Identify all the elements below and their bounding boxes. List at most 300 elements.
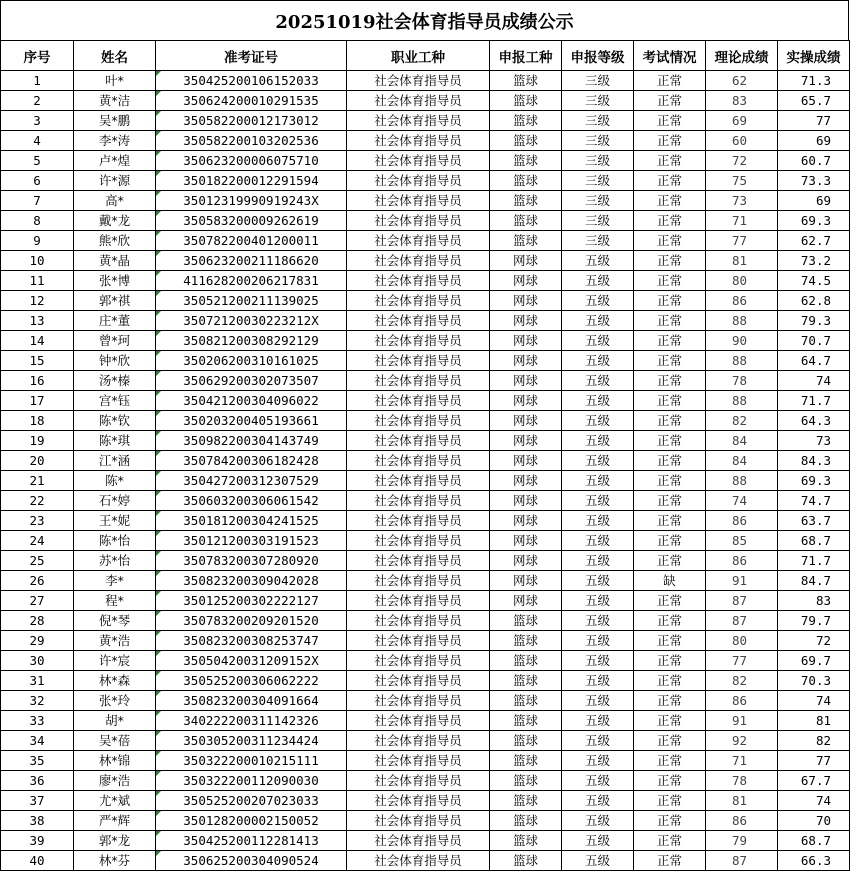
cell-job: 社会体育指导员 (347, 211, 490, 231)
cell-status: 正常 (634, 611, 706, 631)
cell-practice: 73 (778, 431, 850, 451)
cell-name: 宫*钰 (74, 391, 156, 411)
cell-status: 正常 (634, 151, 706, 171)
cell-status: 正常 (634, 291, 706, 311)
cell-practice: 63.7 (778, 511, 850, 531)
cell-name: 张*玲 (74, 691, 156, 711)
cell-status: 正常 (634, 511, 706, 531)
cell-job: 社会体育指导员 (347, 811, 490, 831)
cell-apply-type: 篮球 (490, 751, 562, 771)
cell-index: 10 (1, 251, 74, 271)
cell-id: 350206200310161025 (156, 351, 347, 371)
cell-status: 缺 (634, 571, 706, 591)
cell-status: 正常 (634, 71, 706, 91)
cell-name: 江*涵 (74, 451, 156, 471)
table-row (1, 651, 850, 671)
table-row (1, 371, 850, 391)
cell-level: 五级 (562, 511, 634, 531)
cell-level: 五级 (562, 571, 634, 591)
cell-practice: 71.7 (778, 391, 850, 411)
cell-theory: 88 (706, 311, 778, 331)
cell-level: 五级 (562, 611, 634, 631)
cell-status: 正常 (634, 231, 706, 251)
cell-status: 正常 (634, 811, 706, 831)
cell-theory: 82 (706, 671, 778, 691)
cell-name: 苏*怡 (74, 551, 156, 571)
cell-apply-type: 网球 (490, 251, 562, 271)
cell-id: 35072120030223212X (156, 311, 347, 331)
cell-apply-type: 篮球 (490, 671, 562, 691)
cell-status: 正常 (634, 551, 706, 571)
cell-theory: 84 (706, 451, 778, 471)
cell-apply-type: 网球 (490, 431, 562, 451)
cell-practice: 70.3 (778, 671, 850, 691)
table-row (1, 271, 850, 291)
cell-job: 社会体育指导员 (347, 351, 490, 371)
cell-status: 正常 (634, 671, 706, 691)
cell-job: 社会体育指导员 (347, 371, 490, 391)
cell-apply-type: 网球 (490, 571, 562, 591)
cell-status: 正常 (634, 191, 706, 211)
cell-theory: 88 (706, 351, 778, 371)
cell-apply-type: 篮球 (490, 611, 562, 631)
cell-index: 31 (1, 671, 74, 691)
cell-id: 350782200401200011 (156, 231, 347, 251)
cell-index: 12 (1, 291, 74, 311)
cell-index: 16 (1, 371, 74, 391)
cell-practice: 67.7 (778, 771, 850, 791)
table-row (1, 391, 850, 411)
cell-apply-type: 网球 (490, 351, 562, 371)
cell-id: 350823200309042028 (156, 571, 347, 591)
cell-name: 倪*琴 (74, 611, 156, 631)
cell-index: 28 (1, 611, 74, 631)
cell-level: 五级 (562, 351, 634, 371)
cell-name: 郭*龙 (74, 831, 156, 851)
header-theory: 理论成绩 (706, 41, 778, 71)
cell-name: 石*婷 (74, 491, 156, 511)
cell-theory: 91 (706, 571, 778, 591)
cell-theory: 71 (706, 751, 778, 771)
cell-status: 正常 (634, 491, 706, 511)
cell-practice: 60.7 (778, 151, 850, 171)
cell-level: 五级 (562, 591, 634, 611)
cell-apply-type: 网球 (490, 551, 562, 571)
cell-job: 社会体育指导员 (347, 191, 490, 211)
cell-level: 三级 (562, 151, 634, 171)
cell-index: 4 (1, 131, 74, 151)
cell-job: 社会体育指导员 (347, 851, 490, 871)
cell-status: 正常 (634, 711, 706, 731)
cell-level: 五级 (562, 411, 634, 431)
cell-level: 五级 (562, 771, 634, 791)
cell-apply-type: 网球 (490, 371, 562, 391)
cell-apply-type: 篮球 (490, 231, 562, 251)
cell-index: 7 (1, 191, 74, 211)
cell-practice: 69.3 (778, 471, 850, 491)
cell-practice: 64.3 (778, 411, 850, 431)
cell-index: 26 (1, 571, 74, 591)
cell-status: 正常 (634, 651, 706, 671)
cell-name: 郭*祺 (74, 291, 156, 311)
cell-practice: 68.7 (778, 531, 850, 551)
cell-theory: 88 (706, 471, 778, 491)
cell-job: 社会体育指导员 (347, 611, 490, 631)
table-row (1, 631, 850, 651)
cell-theory: 75 (706, 171, 778, 191)
cell-status: 正常 (634, 351, 706, 371)
table-row (1, 811, 850, 831)
cell-job: 社会体育指导员 (347, 531, 490, 551)
cell-job: 社会体育指导员 (347, 431, 490, 451)
cell-apply-type: 篮球 (490, 111, 562, 131)
cell-id: 350425200106152033 (156, 71, 347, 91)
cell-apply-type: 网球 (490, 311, 562, 331)
cell-practice: 79.3 (778, 311, 850, 331)
cell-job: 社会体育指导员 (347, 331, 490, 351)
cell-apply-type: 篮球 (490, 171, 562, 191)
cell-apply-type: 篮球 (490, 811, 562, 831)
table-row (1, 451, 850, 471)
cell-theory: 86 (706, 291, 778, 311)
header-practice: 实操成绩 (778, 41, 850, 71)
cell-theory: 92 (706, 731, 778, 751)
cell-id: 350629200302073507 (156, 371, 347, 391)
cell-name: 钟*欣 (74, 351, 156, 371)
cell-level: 五级 (562, 311, 634, 331)
cell-theory: 86 (706, 691, 778, 711)
page-title: 20251019社会体育指导员成绩公示 (0, 0, 849, 40)
cell-practice: 71.3 (778, 71, 850, 91)
cell-index: 24 (1, 531, 74, 551)
cell-name: 高* (74, 191, 156, 211)
cell-theory: 82 (706, 411, 778, 431)
cell-job: 社会体育指导员 (347, 491, 490, 511)
cell-id: 350305200311234424 (156, 731, 347, 751)
cell-practice: 73.2 (778, 251, 850, 271)
cell-practice: 84.7 (778, 571, 850, 591)
cell-job: 社会体育指导员 (347, 711, 490, 731)
cell-index: 13 (1, 311, 74, 331)
cell-theory: 79 (706, 831, 778, 851)
cell-level: 五级 (562, 271, 634, 291)
cell-theory: 88 (706, 391, 778, 411)
cell-index: 21 (1, 471, 74, 491)
table-row (1, 211, 850, 231)
cell-practice: 64.7 (778, 351, 850, 371)
header-job: 职业工种 (347, 41, 490, 71)
cell-apply-type: 篮球 (490, 211, 562, 231)
cell-name: 张*博 (74, 271, 156, 291)
cell-level: 三级 (562, 111, 634, 131)
cell-status: 正常 (634, 211, 706, 231)
cell-theory: 74 (706, 491, 778, 511)
cell-status: 正常 (634, 751, 706, 771)
cell-job: 社会体育指导员 (347, 111, 490, 131)
cell-id: 35012319990919243X (156, 191, 347, 211)
cell-name: 林*森 (74, 671, 156, 691)
cell-name: 陈* (74, 471, 156, 491)
cell-level: 三级 (562, 231, 634, 251)
header-row (1, 41, 850, 71)
cell-job: 社会体育指导员 (347, 631, 490, 651)
table-row (1, 751, 850, 771)
table-row (1, 511, 850, 531)
cell-practice: 70 (778, 811, 850, 831)
cell-id: 350322200010215111 (156, 751, 347, 771)
table-row (1, 591, 850, 611)
cell-job: 社会体育指导员 (347, 731, 490, 751)
cell-level: 五级 (562, 491, 634, 511)
cell-job: 社会体育指导员 (347, 391, 490, 411)
table-row (1, 711, 850, 731)
cell-name: 陈*琪 (74, 431, 156, 451)
cell-id: 350623200211186620 (156, 251, 347, 271)
cell-status: 正常 (634, 451, 706, 471)
cell-id: 350783200209201520 (156, 611, 347, 631)
table-row (1, 831, 850, 851)
cell-practice: 81 (778, 711, 850, 731)
cell-status: 正常 (634, 371, 706, 391)
cell-job: 社会体育指导员 (347, 551, 490, 571)
cell-apply-type: 篮球 (490, 851, 562, 871)
cell-theory: 69 (706, 111, 778, 131)
cell-practice: 68.7 (778, 831, 850, 851)
cell-level: 五级 (562, 551, 634, 571)
cell-practice: 62.7 (778, 231, 850, 251)
cell-index: 35 (1, 751, 74, 771)
header-level: 申报等级 (562, 41, 634, 71)
cell-practice: 84.3 (778, 451, 850, 471)
cell-name: 吴*蓓 (74, 731, 156, 751)
cell-status: 正常 (634, 171, 706, 191)
cell-apply-type: 篮球 (490, 131, 562, 151)
cell-theory: 71 (706, 211, 778, 231)
cell-name: 李* (74, 571, 156, 591)
cell-practice: 66.3 (778, 851, 850, 871)
table-row (1, 171, 850, 191)
cell-index: 8 (1, 211, 74, 231)
cell-name: 吴*鹏 (74, 111, 156, 131)
cell-index: 36 (1, 771, 74, 791)
cell-index: 18 (1, 411, 74, 431)
cell-level: 五级 (562, 851, 634, 871)
cell-id: 350521200211139025 (156, 291, 347, 311)
cell-name: 陈*怡 (74, 531, 156, 551)
cell-level: 三级 (562, 131, 634, 151)
cell-theory: 60 (706, 131, 778, 151)
score-table (0, 40, 850, 871)
cell-status: 正常 (634, 271, 706, 291)
cell-id: 350624200010291535 (156, 91, 347, 111)
cell-apply-type: 篮球 (490, 831, 562, 851)
cell-practice: 77 (778, 751, 850, 771)
cell-practice: 71.7 (778, 551, 850, 571)
cell-level: 五级 (562, 711, 634, 731)
cell-name: 庄*董 (74, 311, 156, 331)
cell-status: 正常 (634, 631, 706, 651)
cell-practice: 74.7 (778, 491, 850, 511)
cell-index: 6 (1, 171, 74, 191)
cell-level: 五级 (562, 391, 634, 411)
cell-name: 李*涛 (74, 131, 156, 151)
header-id: 准考证号 (156, 41, 347, 71)
cell-status: 正常 (634, 691, 706, 711)
cell-job: 社会体育指导员 (347, 171, 490, 191)
cell-job: 社会体育指导员 (347, 691, 490, 711)
cell-index: 5 (1, 151, 74, 171)
cell-job: 社会体育指导员 (347, 251, 490, 271)
cell-theory: 77 (706, 651, 778, 671)
cell-apply-type: 篮球 (490, 91, 562, 111)
cell-apply-type: 网球 (490, 511, 562, 531)
cell-level: 五级 (562, 791, 634, 811)
cell-status: 正常 (634, 771, 706, 791)
cell-id: 350582200012173012 (156, 111, 347, 131)
cell-level: 五级 (562, 471, 634, 491)
header-name: 姓名 (74, 41, 156, 71)
cell-theory: 80 (706, 271, 778, 291)
cell-level: 五级 (562, 291, 634, 311)
cell-level: 五级 (562, 651, 634, 671)
header-status: 考试情况 (634, 41, 706, 71)
cell-theory: 78 (706, 371, 778, 391)
cell-apply-type: 篮球 (490, 691, 562, 711)
cell-level: 五级 (562, 251, 634, 271)
cell-id: 350425200112281413 (156, 831, 347, 851)
cell-status: 正常 (634, 791, 706, 811)
cell-apply-type: 网球 (490, 291, 562, 311)
cell-theory: 83 (706, 91, 778, 111)
cell-id: 350182200012291594 (156, 171, 347, 191)
cell-job: 社会体育指导员 (347, 671, 490, 691)
table-row (1, 571, 850, 591)
table-row (1, 611, 850, 631)
cell-theory: 73 (706, 191, 778, 211)
cell-theory: 87 (706, 851, 778, 871)
cell-job: 社会体育指导员 (347, 751, 490, 771)
cell-level: 五级 (562, 451, 634, 471)
cell-job: 社会体育指导员 (347, 311, 490, 331)
cell-practice: 77 (778, 111, 850, 131)
cell-job: 社会体育指导员 (347, 151, 490, 171)
cell-status: 正常 (634, 91, 706, 111)
cell-status: 正常 (634, 331, 706, 351)
cell-job: 社会体育指导员 (347, 91, 490, 111)
cell-level: 五级 (562, 731, 634, 751)
cell-index: 30 (1, 651, 74, 671)
cell-practice: 62.8 (778, 291, 850, 311)
cell-id: 340222200311142326 (156, 711, 347, 731)
cell-status: 正常 (634, 731, 706, 751)
cell-id: 350583200009262619 (156, 211, 347, 231)
cell-index: 3 (1, 111, 74, 131)
cell-theory: 81 (706, 791, 778, 811)
table-row (1, 531, 850, 551)
cell-id: 350203200405193661 (156, 411, 347, 431)
cell-level: 五级 (562, 671, 634, 691)
cell-level: 五级 (562, 531, 634, 551)
cell-job: 社会体育指导员 (347, 651, 490, 671)
cell-practice: 70.7 (778, 331, 850, 351)
cell-theory: 86 (706, 811, 778, 831)
cell-index: 34 (1, 731, 74, 751)
cell-name: 戴*龙 (74, 211, 156, 231)
cell-job: 社会体育指导员 (347, 771, 490, 791)
table-row (1, 431, 850, 451)
cell-index: 1 (1, 71, 74, 91)
cell-practice: 65.7 (778, 91, 850, 111)
cell-id: 350823200304091664 (156, 691, 347, 711)
table-row (1, 191, 850, 211)
cell-name: 程* (74, 591, 156, 611)
cell-apply-type: 篮球 (490, 151, 562, 171)
cell-index: 20 (1, 451, 74, 471)
cell-practice: 69 (778, 191, 850, 211)
cell-apply-type: 篮球 (490, 711, 562, 731)
cell-name: 王*妮 (74, 511, 156, 531)
cell-name: 曾*珂 (74, 331, 156, 351)
cell-name: 尤*斌 (74, 791, 156, 811)
cell-status: 正常 (634, 531, 706, 551)
cell-apply-type: 网球 (490, 491, 562, 511)
cell-apply-type: 网球 (490, 271, 562, 291)
header-index: 序号 (1, 41, 74, 71)
cell-theory: 87 (706, 591, 778, 611)
cell-index: 19 (1, 431, 74, 451)
cell-index: 14 (1, 331, 74, 351)
cell-apply-type: 篮球 (490, 631, 562, 651)
cell-id: 350625200304090524 (156, 851, 347, 871)
cell-id: 350125200302222127 (156, 591, 347, 611)
cell-job: 社会体育指导员 (347, 571, 490, 591)
cell-apply-type: 篮球 (490, 191, 562, 211)
cell-id: 350525200306062222 (156, 671, 347, 691)
cell-level: 五级 (562, 631, 634, 651)
cell-apply-type: 篮球 (490, 651, 562, 671)
cell-practice: 74 (778, 371, 850, 391)
table-row (1, 771, 850, 791)
cell-job: 社会体育指导员 (347, 131, 490, 151)
cell-job: 社会体育指导员 (347, 451, 490, 471)
cell-practice: 74.5 (778, 271, 850, 291)
cell-name: 林*锦 (74, 751, 156, 771)
cell-index: 15 (1, 351, 74, 371)
cell-theory: 72 (706, 151, 778, 171)
cell-index: 39 (1, 831, 74, 851)
cell-id: 350603200306061542 (156, 491, 347, 511)
cell-status: 正常 (634, 471, 706, 491)
cell-job: 社会体育指导员 (347, 831, 490, 851)
cell-level: 五级 (562, 431, 634, 451)
cell-theory: 80 (706, 631, 778, 651)
cell-index: 2 (1, 91, 74, 111)
cell-name: 严*辉 (74, 811, 156, 831)
cell-level: 三级 (562, 191, 634, 211)
cell-id: 350784200306182428 (156, 451, 347, 471)
cell-id: 350783200307280920 (156, 551, 347, 571)
cell-id: 350982200304143749 (156, 431, 347, 451)
cell-id: 35050420031209152X (156, 651, 347, 671)
cell-status: 正常 (634, 251, 706, 271)
cell-id: 350322200112090030 (156, 771, 347, 791)
cell-level: 三级 (562, 71, 634, 91)
cell-job: 社会体育指导员 (347, 291, 490, 311)
table-row (1, 131, 850, 151)
cell-status: 正常 (634, 831, 706, 851)
cell-practice: 83 (778, 591, 850, 611)
cell-level: 五级 (562, 331, 634, 351)
